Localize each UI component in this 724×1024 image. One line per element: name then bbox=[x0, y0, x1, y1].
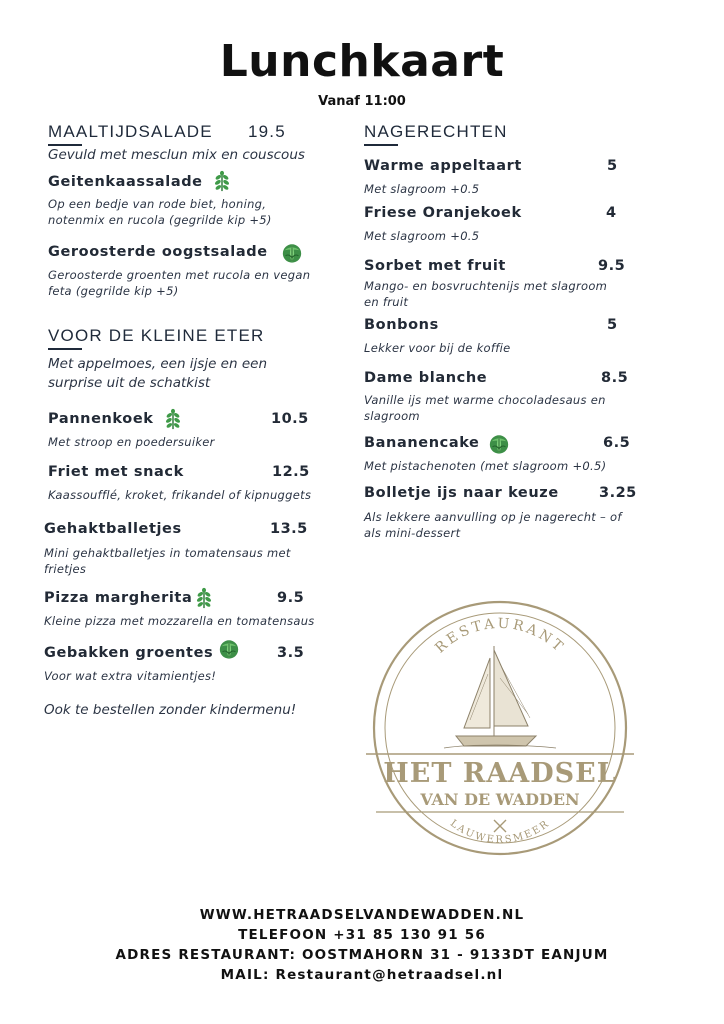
menu-item-price: 9.5 bbox=[277, 590, 305, 606]
menu-item-desc: Geroosterde groenten met rucola en vegan feta (gegrilde kip +5) bbox=[48, 268, 311, 298]
page-title: Lunchkaart bbox=[219, 36, 505, 87]
menu-item-name: Pannenkoek bbox=[48, 411, 154, 427]
menu-item-price: 9.5 bbox=[598, 258, 626, 274]
menu-item-name: Bananencake bbox=[364, 435, 480, 451]
section-heading-salads: MAALTIJDSALADE bbox=[48, 122, 213, 142]
menu-item-name: Gebakken groentes bbox=[44, 645, 214, 661]
salads-intro: Gevuld met mesclun mix en couscous bbox=[48, 147, 305, 163]
herb-icon bbox=[211, 170, 233, 192]
menu-item-name: Friet met snack bbox=[48, 464, 184, 480]
menu-item-desc: Met pistachenoten (met slagroom +0.5) bbox=[364, 459, 607, 473]
menu-item-name: Sorbet met fruit bbox=[364, 258, 506, 274]
menu-item-desc: Lekker voor bij de koffie bbox=[364, 341, 511, 355]
lettuce-icon bbox=[281, 242, 303, 264]
page-subtitle: Vanaf 11:00 bbox=[318, 94, 406, 109]
footer-address: ADRES RESTAURANT: OOSTMAHORN 31 - 9133DT EANJUM bbox=[115, 947, 609, 963]
menu-item-price: 4 bbox=[606, 205, 617, 221]
footer-phone: TELEFOON +31 85 130 91 56 bbox=[238, 927, 486, 943]
restaurant-logo bbox=[360, 598, 640, 860]
menu-item-name: Bolletje ijs naar keuze bbox=[364, 485, 559, 501]
menu-item-desc: Als lekkere aanvulling op je nagerecht – of als mini-dessert bbox=[364, 510, 622, 540]
menu-item-price: 10.5 bbox=[271, 411, 309, 427]
menu-item-price: 8.5 bbox=[601, 370, 629, 386]
menu-item-price: 3.5 bbox=[277, 645, 305, 661]
menu-item-price: 13.5 bbox=[270, 521, 308, 537]
menu-item-desc: Kleine pizza met mozzarella en tomatensaus bbox=[44, 614, 315, 628]
footer-mail[interactable]: MAIL: Restaurant@hetraadsel.nl bbox=[220, 967, 504, 983]
section-heading-desserts: NAGERECHTEN bbox=[364, 122, 508, 142]
logo-sub: VAN DE WADDEN bbox=[420, 790, 580, 809]
menu-item-price: 12.5 bbox=[272, 464, 310, 480]
menu-item-desc: Mango- en bosvruchtenijs met slagroom en fruit bbox=[364, 279, 608, 309]
menu-item-price: 3.25 bbox=[599, 485, 637, 501]
kids-note: Ook te bestellen zonder kindermenu! bbox=[44, 702, 297, 718]
sailboat-icon bbox=[444, 646, 556, 748]
menu-item-desc: Met slagroom +0.5 bbox=[364, 229, 480, 243]
menu-item-name: Geitenkaassalade bbox=[48, 174, 203, 190]
menu-item-name: Pizza margherita bbox=[44, 590, 193, 606]
menu-item-price: 5 bbox=[607, 317, 618, 333]
salads-price: 19.5 bbox=[248, 122, 286, 141]
menu-item-price: 6.5 bbox=[603, 435, 631, 451]
kids-intro: Met appelmoes, een ijsje en een surprise uit de schatkist bbox=[48, 356, 267, 391]
menu-item-name: Gehaktballetjes bbox=[44, 521, 182, 537]
herb-icon bbox=[193, 587, 215, 609]
logo-top-text: RESTAURANT bbox=[432, 615, 568, 657]
menu-item-name: Bonbons bbox=[364, 317, 439, 333]
herb-icon bbox=[162, 408, 184, 430]
menu-item-desc: Vanille ijs met warme chocoladesaus en slagroom bbox=[364, 393, 606, 423]
menu-item-name: Friese Oranjekoek bbox=[364, 205, 522, 221]
menu-item-name: Warme appeltaart bbox=[364, 158, 522, 174]
menu-item-desc: Kaassoufflé, kroket, frikandel of kipnuggets bbox=[48, 488, 312, 502]
logo-name: HET RAADSEL bbox=[383, 758, 617, 789]
menu-item-desc: Op een bedje van rode biet, honing, notenmix en rucola (gegrilde kip +5) bbox=[48, 197, 272, 227]
lettuce-icon bbox=[488, 433, 510, 455]
menu-item-desc: Mini gehaktballetjes in tomatensaus met frietjes bbox=[44, 546, 291, 576]
lettuce-icon bbox=[218, 638, 240, 660]
menu-item-name: Dame blanche bbox=[364, 370, 488, 386]
menu-item-price: 5 bbox=[607, 158, 618, 174]
menu-item-name: Geroosterde oogstsalade bbox=[48, 244, 268, 260]
logo-bottom-text: LAUWERSMEER bbox=[447, 818, 553, 846]
section-heading-kids: VOOR DE KLEINE ETER bbox=[48, 326, 264, 346]
menu-item-desc: Met slagroom +0.5 bbox=[364, 182, 480, 196]
menu-item-desc: Met stroop en poedersuiker bbox=[48, 435, 215, 449]
menu-item-desc: Voor wat extra vitamientjes! bbox=[44, 669, 217, 683]
cutlery-icon bbox=[494, 820, 506, 832]
footer-website[interactable]: WWW.HETRAADSELVANDEWADDEN.NL bbox=[199, 907, 525, 923]
